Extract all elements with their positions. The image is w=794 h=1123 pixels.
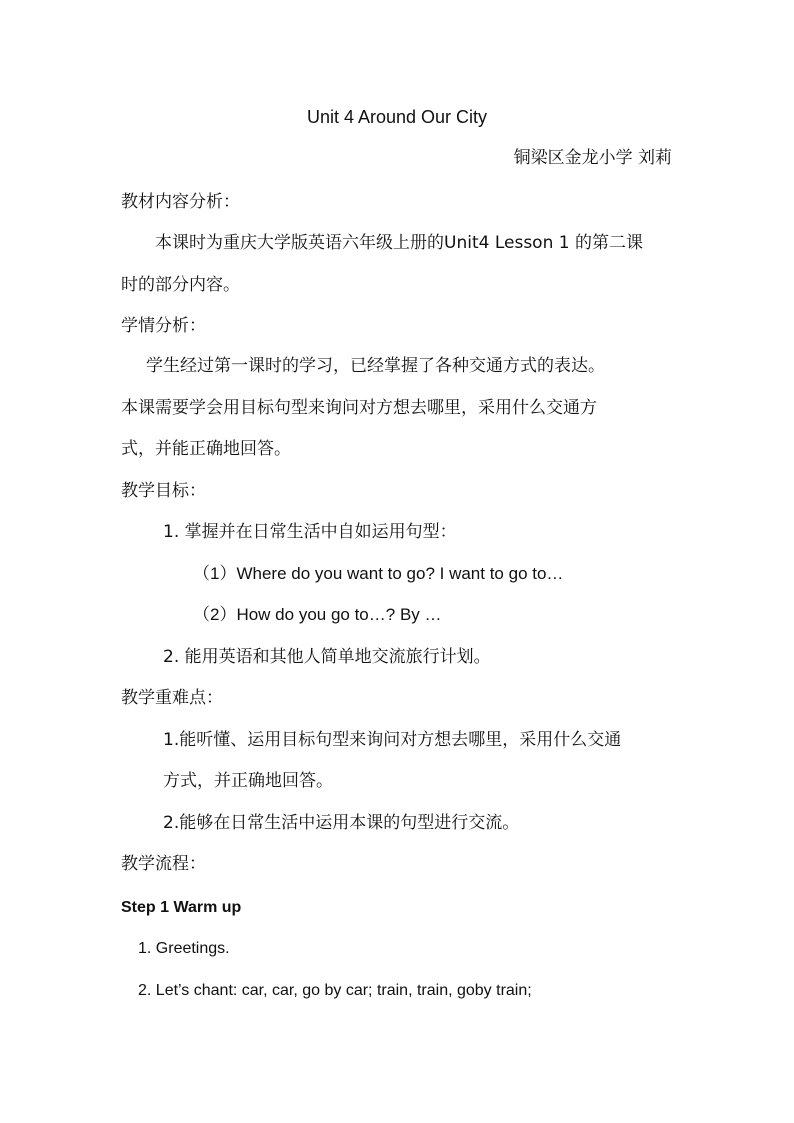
materials-paragraph-line-1: 本课时为重庆大学版英语六年级上册的Unit4 Lesson 1 的第二课 (155, 233, 643, 253)
procedure-heading: 教学流程： (121, 854, 206, 874)
objective-item-1: 1. 掌握并在日常生活中自如运用句型： (163, 522, 457, 542)
key-point-2: 2.能够在日常生活中运用本课的句型进行交流。 (163, 813, 520, 833)
step-1-title: Step 1 Warm up (121, 899, 242, 916)
step-1-item-1: 1. Greetings. (138, 940, 230, 957)
learners-paragraph-line-3: 式，并能正确地回答。 (121, 439, 291, 459)
objective-sentence-2: （2）How do you go to…? By … (193, 605, 442, 624)
objectives-heading: 教学目标： (121, 481, 206, 501)
key-points-heading: 教学重难点： (121, 688, 223, 708)
learners-paragraph-line-2: 本课需要学会用目标句型来询问对方想去哪里，采用什么交通方 (121, 398, 597, 418)
key-point-1-line-2: 方式，并正确地回答。 (163, 771, 333, 791)
key-point-1-line-1: 1.能听懂、运用目标句型来询问对方想去哪里，采用什么交通 (163, 730, 622, 750)
materials-paragraph-line-2: 时的部分内容。 (121, 275, 240, 295)
objective-sentence-1: （1）Where do you want to go? I want to go to… (193, 564, 564, 583)
learners-paragraph-line-1: 学生经过第一课时的学习，已经掌握了各种交通方式的表达。 (146, 356, 605, 376)
step-1-item-2: 2. Let’s chant: car, car, go by car; train, train, goby train; (138, 982, 532, 999)
learners-heading: 学情分析： (121, 316, 206, 336)
objective-item-2: 2. 能用英语和其他人简单地交流旅行计划。 (163, 647, 491, 667)
author-line: 铜梁区金龙小学 刘莉 (513, 148, 672, 168)
materials-heading: 教材内容分析： (121, 192, 240, 212)
document-title: Unit 4 Around Our City (306, 107, 488, 127)
